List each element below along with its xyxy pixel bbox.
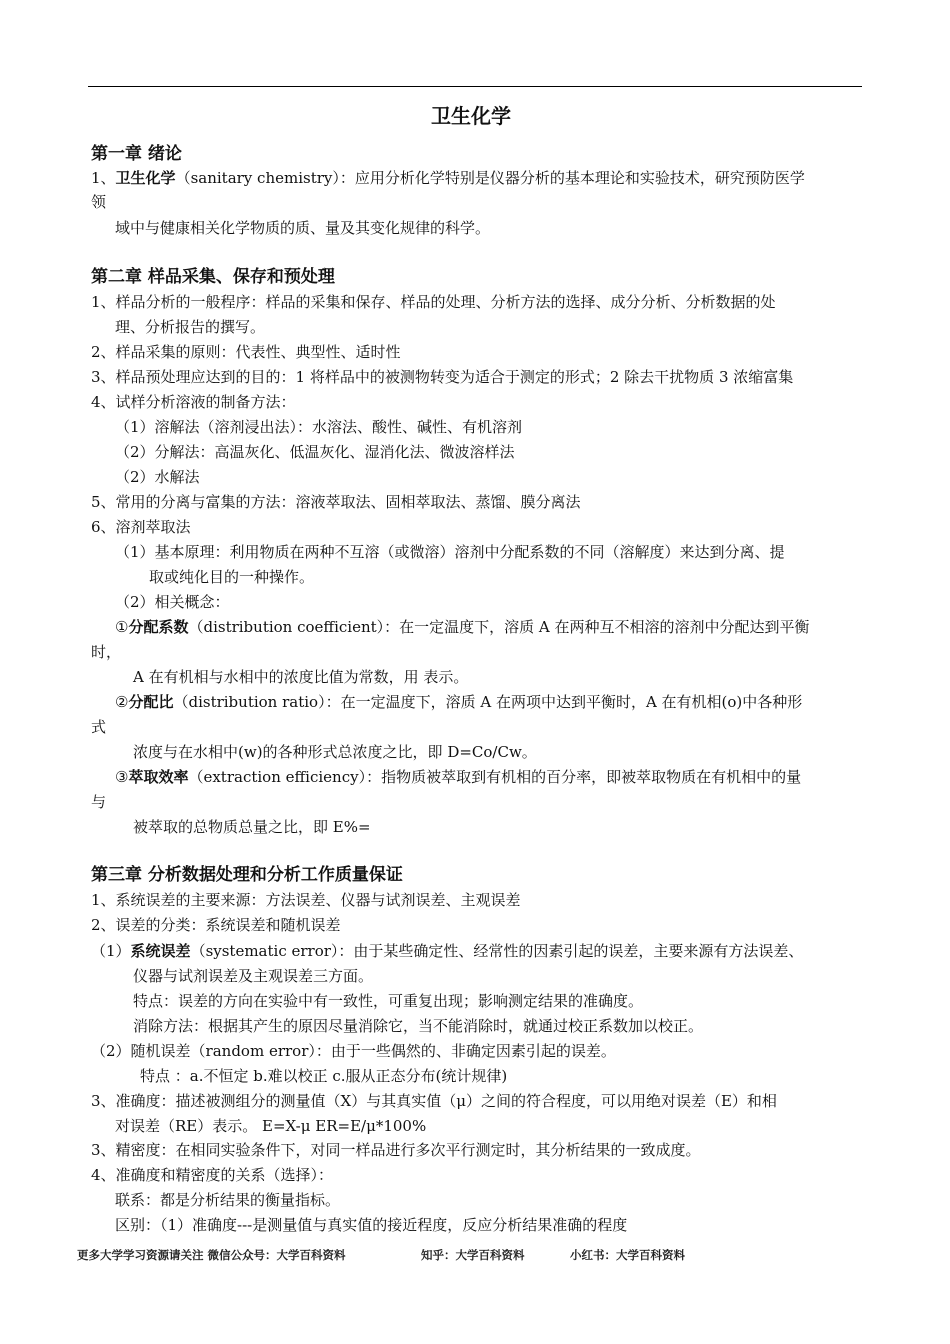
text-line: （1）系统误差（systematic error）：由于某些确定性、经常性的因素引起的误差，主要来源有方法误差、 — [91, 942, 804, 960]
text-line: 取或纯化目的一种操作。 — [149, 568, 315, 586]
term-bold: 系统误差 — [130, 942, 191, 960]
text-line: （1）溶解法（溶剂浸出法）：水溶法、酸性、碱性、有机溶剂 — [115, 418, 523, 436]
text-line: ②分配比（distribution ratio）：在一定温度下，溶质 A 在两项中达到平衡时，A 在有机相(o)中各种形 — [115, 693, 803, 711]
text-line: 被萃取的总物质总量之比，即 E%= — [133, 818, 371, 836]
footer-xiaohongshu: 小红书：大学百科资料 — [570, 1248, 685, 1262]
text-line: 对误差（RE）表示。 E=X-μ ER=E/μ*100% — [115, 1117, 427, 1135]
document-title: 卫生化学 — [431, 104, 511, 128]
text-line: 消除方法：根据其产生的原因尽量消除它，当不能消除时，就通过校正系数加以校正。 — [133, 1017, 704, 1035]
text-line: 2、误差的分类：系统误差和随机误差 — [91, 916, 341, 934]
text-line: 浓度与在水相中(w)的各种形式总浓度之比，即 D=Co/Cw。 — [133, 743, 537, 761]
text-line: 3、样品预处理应达到的目的：1 将样品中的被测物转变为适合于测定的形式；2 除去干扰物质 3 浓缩富集 — [91, 368, 794, 386]
text-line: 2、样品采集的原则：代表性、典型性、适时性 — [91, 343, 401, 361]
text-line: （2）相关概念： — [115, 593, 230, 611]
text-line: 领 — [91, 193, 107, 211]
footer-zhihu: 知乎：大学百科资料 — [421, 1248, 525, 1262]
term-bold: 萃取效率 — [128, 768, 189, 786]
text-line: A 在有机相与水相中的浓度比值为常数，用 表示。 — [133, 668, 469, 686]
text-line: 区别：（1）准确度---是测量值与真实值的接近程度，反应分析结果准确的程度 — [115, 1216, 628, 1234]
text-line: 仪器与试剂误差及主观误差三方面。 — [133, 967, 374, 985]
header-rule — [88, 86, 862, 87]
text-line: （1）基本原理：利用物质在两种不互溶（或微溶）溶剂中分配系数的不同（溶解度）来达到分离、提 — [115, 543, 785, 561]
text-line: 时， — [91, 643, 122, 661]
text-line: 3、准确度：描述被测组分的测量值（X）与其真实值（μ）之间的符合程度，可以用绝对误差（E）和相 — [91, 1092, 777, 1110]
text-line: 特点 ：a.不恒定 b.难以校正 c.服从正态分布(统计规律) — [140, 1067, 508, 1085]
text-line: （2）分解法：高温灰化、低温灰化、湿消化法、微波溶样法 — [115, 443, 515, 461]
term-bold: 分配比 — [128, 693, 174, 711]
text-line: 理、分析报告的撰写。 — [115, 318, 266, 336]
footer-wechat: 更多大学学习资源请关注 微信公众号：大学百科资料 — [77, 1248, 346, 1262]
text-line: ③萃取效率（extraction efficiency）：指物质被萃取到有机相的百分率，即被萃取物质在有机相中的量 — [115, 768, 802, 786]
term-bold: 分配系数 — [128, 618, 189, 636]
text-line: 4、试样分析溶液的制备方法： — [91, 393, 296, 411]
text-line: 1、样品分析的一般程序：样品的采集和保存、样品的处理、分析方法的选择、成分分析、分析数据的处 — [91, 293, 776, 311]
text-line: 1、卫生化学（sanitary chemistry）：应用分析化学特别是仪器分析的基本理论和实验技术，研究预防医学 — [91, 169, 805, 187]
chapter-2-heading: 第二章 样品采集、保存和预处理 — [91, 267, 335, 287]
text-line: ①分配系数（distribution coefficient）：在一定温度下，溶质 A 在两种互不相溶的溶剂中分配达到平衡 — [115, 618, 810, 636]
text-line: 联系：都是分析结果的衡量指标。 — [115, 1191, 341, 1209]
text-line: 4、准确度和精密度的关系（选择）： — [91, 1166, 334, 1184]
text-line: 与 — [91, 793, 107, 811]
text-line: 3、精密度：在相同实验条件下，对同一样品进行多次平行测定时，其分析结果的一致成度。 — [91, 1141, 701, 1159]
chapter-3-heading: 第三章 分析数据处理和分析工作质量保证 — [91, 865, 403, 885]
text-line: 式 — [91, 718, 107, 736]
term-bold: 卫生化学 — [115, 169, 176, 187]
text-line: 5、常用的分离与富集的方法：溶液萃取法、固相萃取法、蒸馏、膜分离法 — [91, 493, 581, 511]
text-line: （2）水解法 — [115, 468, 200, 486]
text-line: 6、溶剂萃取法 — [91, 518, 191, 536]
chapter-1-heading: 第一章 绪论 — [91, 144, 182, 164]
text-line: （2）随机误差（random error）：由于一些偶然的、非确定因素引起的误差。 — [91, 1042, 616, 1060]
text-line: 域中与健康相关化学物质的质、量及其变化规律的科学。 — [115, 219, 491, 237]
text-line: 1、系统误差的主要来源：方法误差、仪器与试剂误差、主观误差 — [91, 891, 521, 909]
text-line: 特点：误差的方向在实验中有一致性，可重复出现；影响测定结果的准确度。 — [133, 992, 644, 1010]
